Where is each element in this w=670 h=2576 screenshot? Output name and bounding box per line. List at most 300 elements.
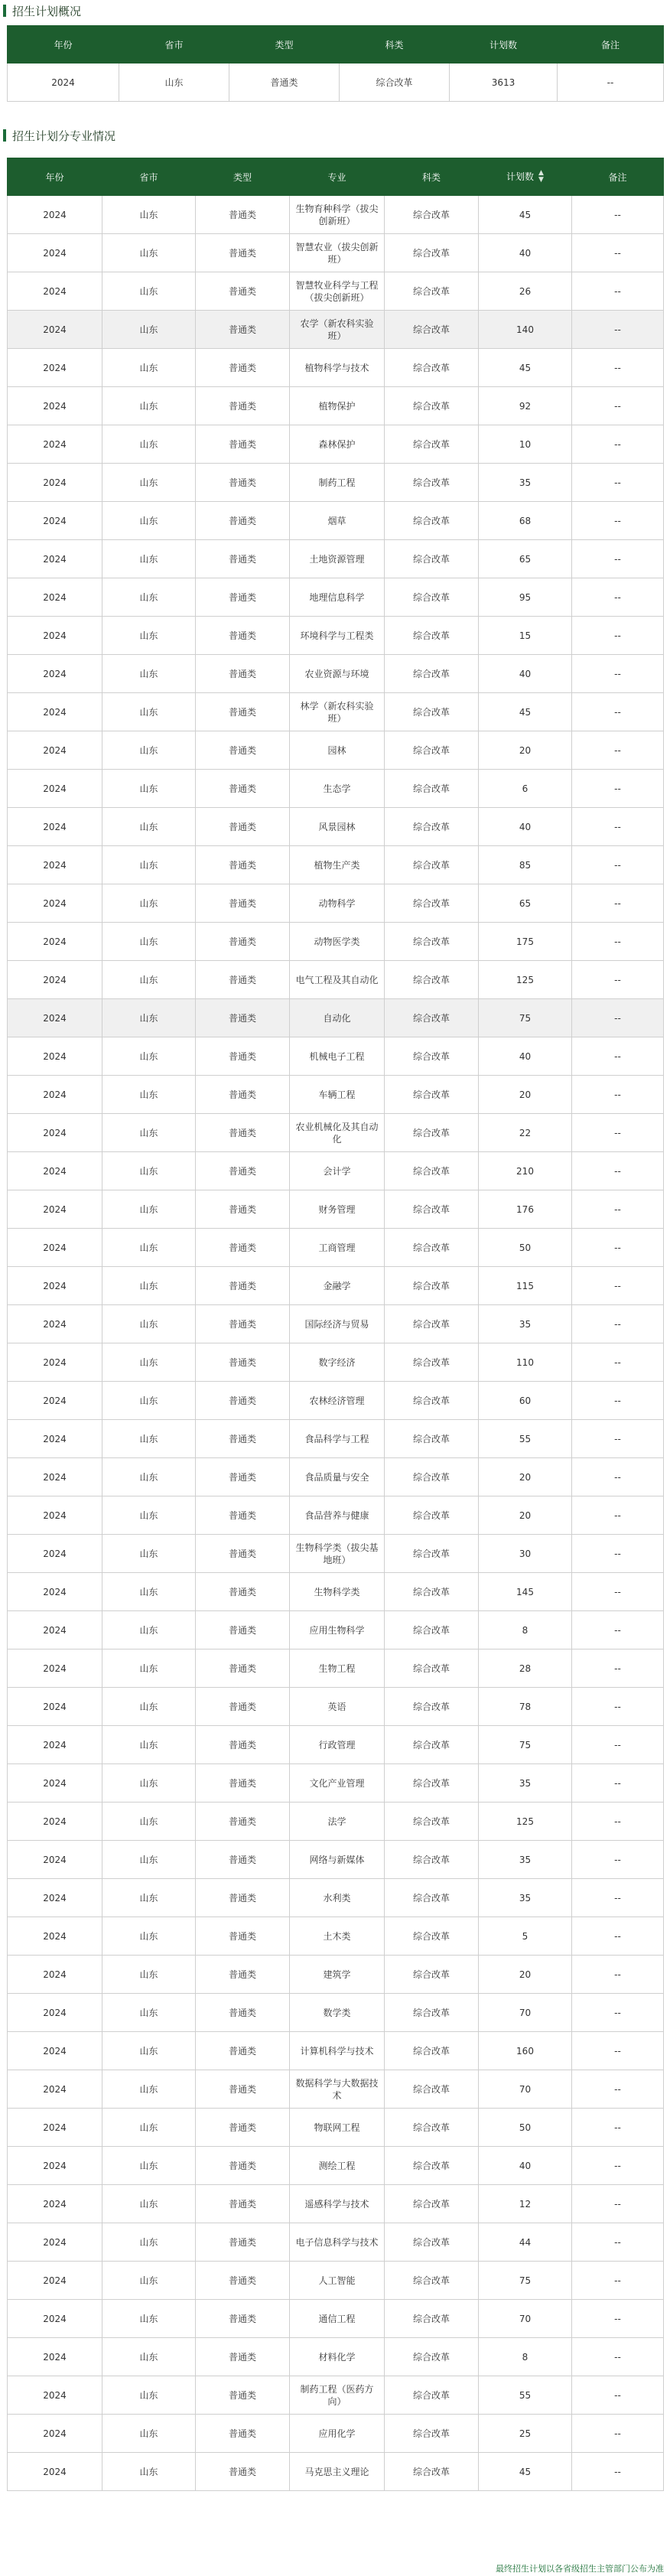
- cell-province: 山东: [102, 2453, 196, 2491]
- cell-major: 自动化: [290, 999, 385, 1037]
- cell-major: 农学（新农科实验班）: [290, 311, 385, 349]
- table-row: [8, 272, 664, 311]
- cell-major: 国际经济与贸易: [290, 1305, 385, 1343]
- cell-type: 普通类: [196, 387, 290, 425]
- table-row: [8, 502, 664, 540]
- cell-category: 综合改革: [385, 2300, 479, 2338]
- cell-major: 材料化学: [290, 2338, 385, 2376]
- cell-major: 环境科学与工程类: [290, 617, 385, 655]
- cell-year: 2024: [8, 2147, 102, 2185]
- cell-major: 物联网工程: [290, 2109, 385, 2147]
- cell-year: 2024: [8, 387, 102, 425]
- cell-plan-count: 40: [479, 234, 572, 272]
- cell-category: 综合改革: [385, 961, 479, 999]
- cell-plan-count: 20: [479, 1496, 572, 1535]
- cell-type: 普通类: [196, 999, 290, 1037]
- cell-type: 普通类: [196, 808, 290, 846]
- table-row: [8, 1076, 664, 1114]
- header-type: 类型: [229, 26, 340, 64]
- cell-major: 土木类: [290, 1917, 385, 1956]
- cell-type: 普通类: [196, 617, 290, 655]
- cell-type: 普通类: [196, 2032, 290, 2070]
- cell-category: 综合改革: [385, 2415, 479, 2453]
- cell-year: 2024: [8, 999, 102, 1037]
- cell-category: 综合改革: [385, 1879, 479, 1917]
- cell-province: 山东: [102, 272, 196, 311]
- cell-year: 2024: [8, 693, 102, 731]
- cell-remark: --: [572, 1343, 664, 1382]
- cell-plan-count: 175: [479, 923, 572, 961]
- table-row: [8, 464, 664, 502]
- cell-province: 山东: [102, 846, 196, 884]
- section-marker-icon: [3, 5, 6, 17]
- cell-year: 2024: [8, 1420, 102, 1458]
- cell-year: 2024: [8, 1152, 102, 1190]
- cell-province: 山东: [102, 1267, 196, 1305]
- cell-province: 山东: [102, 2223, 196, 2262]
- cell-remark: --: [572, 2223, 664, 2262]
- cell-province: 山东: [102, 1994, 196, 2032]
- cell-remark: --: [572, 884, 664, 923]
- cell-remark: --: [572, 2070, 664, 2109]
- cell-major: 地理信息科学: [290, 578, 385, 617]
- cell-year: 2024: [8, 923, 102, 961]
- cell-category: 综合改革: [385, 311, 479, 349]
- cell-remark: --: [572, 502, 664, 540]
- table-row: [8, 808, 664, 846]
- cell-major: 园林: [290, 731, 385, 770]
- cell-province: 山东: [102, 884, 196, 923]
- cell-province: 山东: [102, 540, 196, 578]
- cell-year: 2024: [8, 1382, 102, 1420]
- cell-province: 山东: [102, 2032, 196, 2070]
- cell-category: 综合改革: [385, 502, 479, 540]
- cell-year: 2024: [8, 1037, 102, 1076]
- cell-province: 山东: [102, 999, 196, 1037]
- cell-remark: --: [572, 1535, 664, 1573]
- cell-major: 制药工程（医药方向）: [290, 2376, 385, 2415]
- cell-major: 生物工程: [290, 1649, 385, 1688]
- cell-type: 普通类: [196, 1305, 290, 1343]
- cell-type: 普通类: [196, 311, 290, 349]
- cell-type: 普通类: [196, 1190, 290, 1229]
- cell-category: 综合改革: [385, 1267, 479, 1305]
- cell-year: 2024: [8, 731, 102, 770]
- cell-province: 山东: [102, 1420, 196, 1458]
- cell-major: 生物育种科学（拔尖创新班）: [290, 196, 385, 234]
- cell-remark: --: [572, 1152, 664, 1190]
- cell-plan-count: 10: [479, 425, 572, 464]
- cell-category: 综合改革: [385, 2262, 479, 2300]
- cell-type: 普通类: [196, 1382, 290, 1420]
- cell-province: 山东: [102, 311, 196, 349]
- cell-year: 2024: [8, 1879, 102, 1917]
- cell-year: 2024: [8, 1458, 102, 1496]
- cell-remark: --: [572, 1917, 664, 1956]
- cell-type: 普通类: [196, 1956, 290, 1994]
- cell-remark: --: [572, 1267, 664, 1305]
- table-row: [8, 1267, 664, 1305]
- table-row: [8, 884, 664, 923]
- cell-type: 普通类: [196, 2300, 290, 2338]
- cell-category: 综合改革: [385, 2185, 479, 2223]
- table-row: [8, 1343, 664, 1382]
- cell-major: 农林经济管理: [290, 1382, 385, 1420]
- cell-category: 综合改革: [385, 655, 479, 693]
- cell-year: 2024: [8, 2262, 102, 2300]
- cell-province: 山东: [102, 1535, 196, 1573]
- cell-category: 综合改革: [385, 2147, 479, 2185]
- cell-type: 普通类: [196, 923, 290, 961]
- cell-remark: --: [572, 770, 664, 808]
- cell-plan-count: 40: [479, 1037, 572, 1076]
- cell-year: 2024: [8, 2376, 102, 2415]
- cell-major: 会计学: [290, 1152, 385, 1190]
- cell-type: 普通类: [196, 2376, 290, 2415]
- cell-type: 普通类: [196, 1535, 290, 1573]
- cell-category: 综合改革: [385, 1917, 479, 1956]
- cell-province: 山东: [102, 2109, 196, 2147]
- header-category: 科类: [385, 158, 479, 196]
- cell-remark: --: [572, 2453, 664, 2491]
- cell-province: 山东: [102, 1764, 196, 1803]
- cell-category: 综合改革: [385, 1841, 479, 1879]
- cell-province: 山东: [102, 1458, 196, 1496]
- cell-plan-count: 20: [479, 1458, 572, 1496]
- cell-category: 综合改革: [385, 2109, 479, 2147]
- cell-year: 2024: [8, 2415, 102, 2453]
- cell-category: 综合改革: [385, 1152, 479, 1190]
- table-row: [8, 425, 664, 464]
- cell-type: 普通类: [196, 884, 290, 923]
- cell-plan-count: 115: [479, 1267, 572, 1305]
- cell-major: 财务管理: [290, 1190, 385, 1229]
- cell-major: 森林保护: [290, 425, 385, 464]
- cell-type: 普通类: [196, 1841, 290, 1879]
- cell-category: 综合改革: [385, 2376, 479, 2415]
- cell-year: 2024: [8, 196, 102, 234]
- cell-category: 综合改革: [385, 578, 479, 617]
- cell-remark: --: [572, 999, 664, 1037]
- cell-major: 马克思主义理论: [290, 2453, 385, 2491]
- cell-province: 山东: [102, 1573, 196, 1611]
- cell-plan-count: 45: [479, 693, 572, 731]
- cell-remark: --: [572, 2032, 664, 2070]
- cell-plan-count: 6: [479, 770, 572, 808]
- table-row: [8, 234, 664, 272]
- cell-plan-count: 78: [479, 1688, 572, 1726]
- cell-year: 2024: [8, 1917, 102, 1956]
- cell-type: 普通类: [196, 1229, 290, 1267]
- table-row: [8, 2109, 664, 2147]
- majors-table: [7, 158, 664, 2491]
- cell-year: 2024: [8, 1305, 102, 1343]
- cell-plan-count: 8: [479, 1611, 572, 1649]
- cell-year: 2024: [8, 1114, 102, 1152]
- cell-province: 山东: [102, 617, 196, 655]
- cell-type: 普通类: [196, 693, 290, 731]
- table-row: [8, 1611, 664, 1649]
- cell-plan-count: 125: [479, 1803, 572, 1841]
- cell-remark: --: [572, 387, 664, 425]
- cell-plan-count: 35: [479, 464, 572, 502]
- cell-remark: --: [572, 234, 664, 272]
- cell-year: 2024: [8, 1535, 102, 1573]
- majors-title-text: 招生计划分专业情况: [12, 129, 116, 143]
- cell-category: 综合改革: [385, 1994, 479, 2032]
- cell-province: 山东: [102, 1688, 196, 1726]
- cell-category: 综合改革: [385, 425, 479, 464]
- table-row: [8, 1382, 664, 1420]
- cell-major: 车辆工程: [290, 1076, 385, 1114]
- sort-arrows-icon[interactable]: ▲ ▼: [538, 169, 544, 184]
- cell-type: 普通类: [196, 349, 290, 387]
- cell-plan-count: 45: [479, 196, 572, 234]
- table-row: [8, 387, 664, 425]
- cell-category: 综合改革: [385, 2070, 479, 2109]
- cell-plan-count: 22: [479, 1114, 572, 1152]
- cell-plan-count: 12: [479, 2185, 572, 2223]
- cell-province: 山东: [102, 1726, 196, 1764]
- cell-plan-count: 15: [479, 617, 572, 655]
- cell-plan-count: 110: [479, 1343, 572, 1382]
- cell-plan-count: 20: [479, 1956, 572, 1994]
- cell-plan-count: 35: [479, 1879, 572, 1917]
- cell-category: 综合改革: [385, 1688, 479, 1726]
- cell-major: 食品质量与安全: [290, 1458, 385, 1496]
- cell-province: 山东: [102, 1229, 196, 1267]
- cell-plan-count: 30: [479, 1535, 572, 1573]
- cell-plan-count: 3613: [450, 64, 558, 102]
- cell-year: 2024: [8, 502, 102, 540]
- cell-major: 生态学: [290, 770, 385, 808]
- cell-plan-count: 20: [479, 731, 572, 770]
- cell-remark: --: [572, 1037, 664, 1076]
- cell-remark: --: [572, 311, 664, 349]
- cell-year: 2024: [8, 2300, 102, 2338]
- cell-year: 2024: [8, 234, 102, 272]
- cell-remark: --: [572, 2376, 664, 2415]
- cell-plan-count: 35: [479, 1764, 572, 1803]
- table-row: [8, 1037, 664, 1076]
- cell-major: 机械电子工程: [290, 1037, 385, 1076]
- cell-type: 普通类: [196, 1037, 290, 1076]
- cell-type: 普通类: [196, 2338, 290, 2376]
- cell-year: 2024: [8, 464, 102, 502]
- cell-category: 综合改革: [385, 1229, 479, 1267]
- table-row: [8, 923, 664, 961]
- cell-major: 测绘工程: [290, 2147, 385, 2185]
- cell-year: 2024: [8, 272, 102, 311]
- cell-major: 生物科学类: [290, 1573, 385, 1611]
- cell-province: 山东: [119, 64, 229, 102]
- table-row: [8, 1688, 664, 1726]
- table-row: [8, 1114, 664, 1152]
- cell-category: 综合改革: [385, 770, 479, 808]
- cell-province: 山东: [102, 808, 196, 846]
- cell-remark: --: [572, 425, 664, 464]
- cell-province: 山东: [102, 349, 196, 387]
- cell-major: 法学: [290, 1803, 385, 1841]
- cell-plan-count: 25: [479, 2415, 572, 2453]
- cell-province: 山东: [102, 2185, 196, 2223]
- cell-type: 普通类: [196, 1573, 290, 1611]
- cell-province: 山东: [102, 1114, 196, 1152]
- cell-type: 普通类: [196, 578, 290, 617]
- table-row: [8, 961, 664, 999]
- cell-type: 普通类: [196, 1458, 290, 1496]
- cell-province: 山东: [102, 425, 196, 464]
- table-row: [8, 999, 664, 1037]
- table-row: [8, 1305, 664, 1343]
- cell-major: 数学类: [290, 1994, 385, 2032]
- cell-year: 2024: [8, 578, 102, 617]
- cell-year: 2024: [8, 1573, 102, 1611]
- table-row: [8, 2262, 664, 2300]
- cell-province: 山东: [102, 693, 196, 731]
- cell-year: 2024: [8, 961, 102, 999]
- cell-category: 综合改革: [385, 1611, 479, 1649]
- cell-plan-count: 210: [479, 1152, 572, 1190]
- cell-remark: --: [572, 655, 664, 693]
- cell-year: 2024: [8, 2109, 102, 2147]
- table-row: [8, 1994, 664, 2032]
- cell-year: 2024: [8, 311, 102, 349]
- cell-major: 网络与新媒体: [290, 1841, 385, 1879]
- cell-category: 综合改革: [385, 1496, 479, 1535]
- cell-remark: --: [572, 1190, 664, 1229]
- cell-major: 动物科学: [290, 884, 385, 923]
- cell-major: 计算机科学与技术: [290, 2032, 385, 2070]
- cell-province: 山东: [102, 578, 196, 617]
- cell-category: 综合改革: [385, 272, 479, 311]
- table-row: [8, 1649, 664, 1688]
- cell-province: 山东: [102, 655, 196, 693]
- cell-plan-count: 60: [479, 1382, 572, 1420]
- cell-remark: --: [572, 1382, 664, 1420]
- cell-remark: --: [572, 2109, 664, 2147]
- cell-plan-count: 125: [479, 961, 572, 999]
- cell-category: 综合改革: [385, 1114, 479, 1152]
- cell-remark: --: [572, 1611, 664, 1649]
- header-plan-count-label: 计划数: [506, 171, 535, 182]
- cell-major: 金融学: [290, 1267, 385, 1305]
- cell-plan-count: 70: [479, 1994, 572, 2032]
- cell-province: 山东: [102, 1879, 196, 1917]
- cell-remark: --: [572, 1688, 664, 1726]
- overview-table: [7, 25, 664, 102]
- cell-major: 植物科学与技术: [290, 349, 385, 387]
- cell-province: 山东: [102, 2415, 196, 2453]
- cell-type: 普通类: [196, 464, 290, 502]
- cell-plan-count: 75: [479, 999, 572, 1037]
- cell-plan-count: 176: [479, 1190, 572, 1229]
- table-row: [8, 693, 664, 731]
- cell-remark: --: [558, 64, 664, 102]
- cell-province: 山东: [102, 2376, 196, 2415]
- table-row: [8, 1879, 664, 1917]
- cell-major: 植物保护: [290, 387, 385, 425]
- cell-remark: --: [572, 1305, 664, 1343]
- cell-major: 英语: [290, 1688, 385, 1726]
- cell-category: 综合改革: [385, 2453, 479, 2491]
- cell-major: 烟草: [290, 502, 385, 540]
- cell-category: 综合改革: [385, 923, 479, 961]
- cell-type: 普通类: [196, 1726, 290, 1764]
- cell-category: 综合改革: [385, 1956, 479, 1994]
- table-row: [8, 1190, 664, 1229]
- cell-plan-count: 50: [479, 1229, 572, 1267]
- cell-type: 普通类: [196, 2415, 290, 2453]
- cell-year: 2024: [8, 617, 102, 655]
- cell-category: 综合改革: [385, 349, 479, 387]
- cell-plan-count: 75: [479, 1726, 572, 1764]
- cell-plan-count: 140: [479, 311, 572, 349]
- cell-province: 山东: [102, 731, 196, 770]
- cell-type: 普通类: [196, 1611, 290, 1649]
- cell-plan-count: 70: [479, 2300, 572, 2338]
- cell-year: 2024: [8, 2223, 102, 2262]
- cell-major: 遥感科学与技术: [290, 2185, 385, 2223]
- cell-year: 2024: [8, 1076, 102, 1114]
- table-row: [8, 1841, 664, 1879]
- cell-province: 山东: [102, 2338, 196, 2376]
- cell-plan-count: 45: [479, 2453, 572, 2491]
- cell-remark: --: [572, 349, 664, 387]
- cell-plan-count: 40: [479, 808, 572, 846]
- overview-header-row: [8, 26, 664, 64]
- cell-category: 综合改革: [385, 196, 479, 234]
- cell-type: 普通类: [196, 1152, 290, 1190]
- cell-category: 综合改革: [385, 1573, 479, 1611]
- cell-type: 普通类: [196, 1917, 290, 1956]
- cell-province: 山东: [102, 196, 196, 234]
- cell-plan-count: 65: [479, 540, 572, 578]
- header-plan-count-sortable[interactable]: [479, 158, 572, 196]
- cell-plan-count: 5: [479, 1917, 572, 1956]
- table-row: [8, 2185, 664, 2223]
- cell-plan-count: 40: [479, 2147, 572, 2185]
- cell-type: 普通类: [196, 2262, 290, 2300]
- table-row: [8, 311, 664, 349]
- cell-category: 综合改革: [385, 2032, 479, 2070]
- cell-remark: --: [572, 540, 664, 578]
- cell-year: 2024: [8, 1267, 102, 1305]
- cell-major: 通信工程: [290, 2300, 385, 2338]
- cell-year: 2024: [8, 1229, 102, 1267]
- cell-remark: --: [572, 1229, 664, 1267]
- cell-major: 电子信息科学与技术: [290, 2223, 385, 2262]
- cell-year: 2024: [8, 1343, 102, 1382]
- table-row: [8, 2453, 664, 2491]
- cell-type: 普通类: [196, 1688, 290, 1726]
- cell-category: 综合改革: [385, 1190, 479, 1229]
- cell-year: 2024: [8, 1726, 102, 1764]
- cell-province: 山东: [102, 2070, 196, 2109]
- cell-year: 2024: [8, 2185, 102, 2223]
- cell-major: 林学（新农科实验班）: [290, 693, 385, 731]
- cell-province: 山东: [102, 1917, 196, 1956]
- cell-year: 2024: [8, 1956, 102, 1994]
- cell-major: 数字经济: [290, 1343, 385, 1382]
- cell-major: 应用化学: [290, 2415, 385, 2453]
- cell-remark: --: [572, 961, 664, 999]
- cell-plan-count: 70: [479, 2070, 572, 2109]
- table-row: [8, 1917, 664, 1956]
- cell-province: 山东: [102, 1152, 196, 1190]
- cell-province: 山东: [102, 1841, 196, 1879]
- header-province: 省市: [102, 158, 196, 196]
